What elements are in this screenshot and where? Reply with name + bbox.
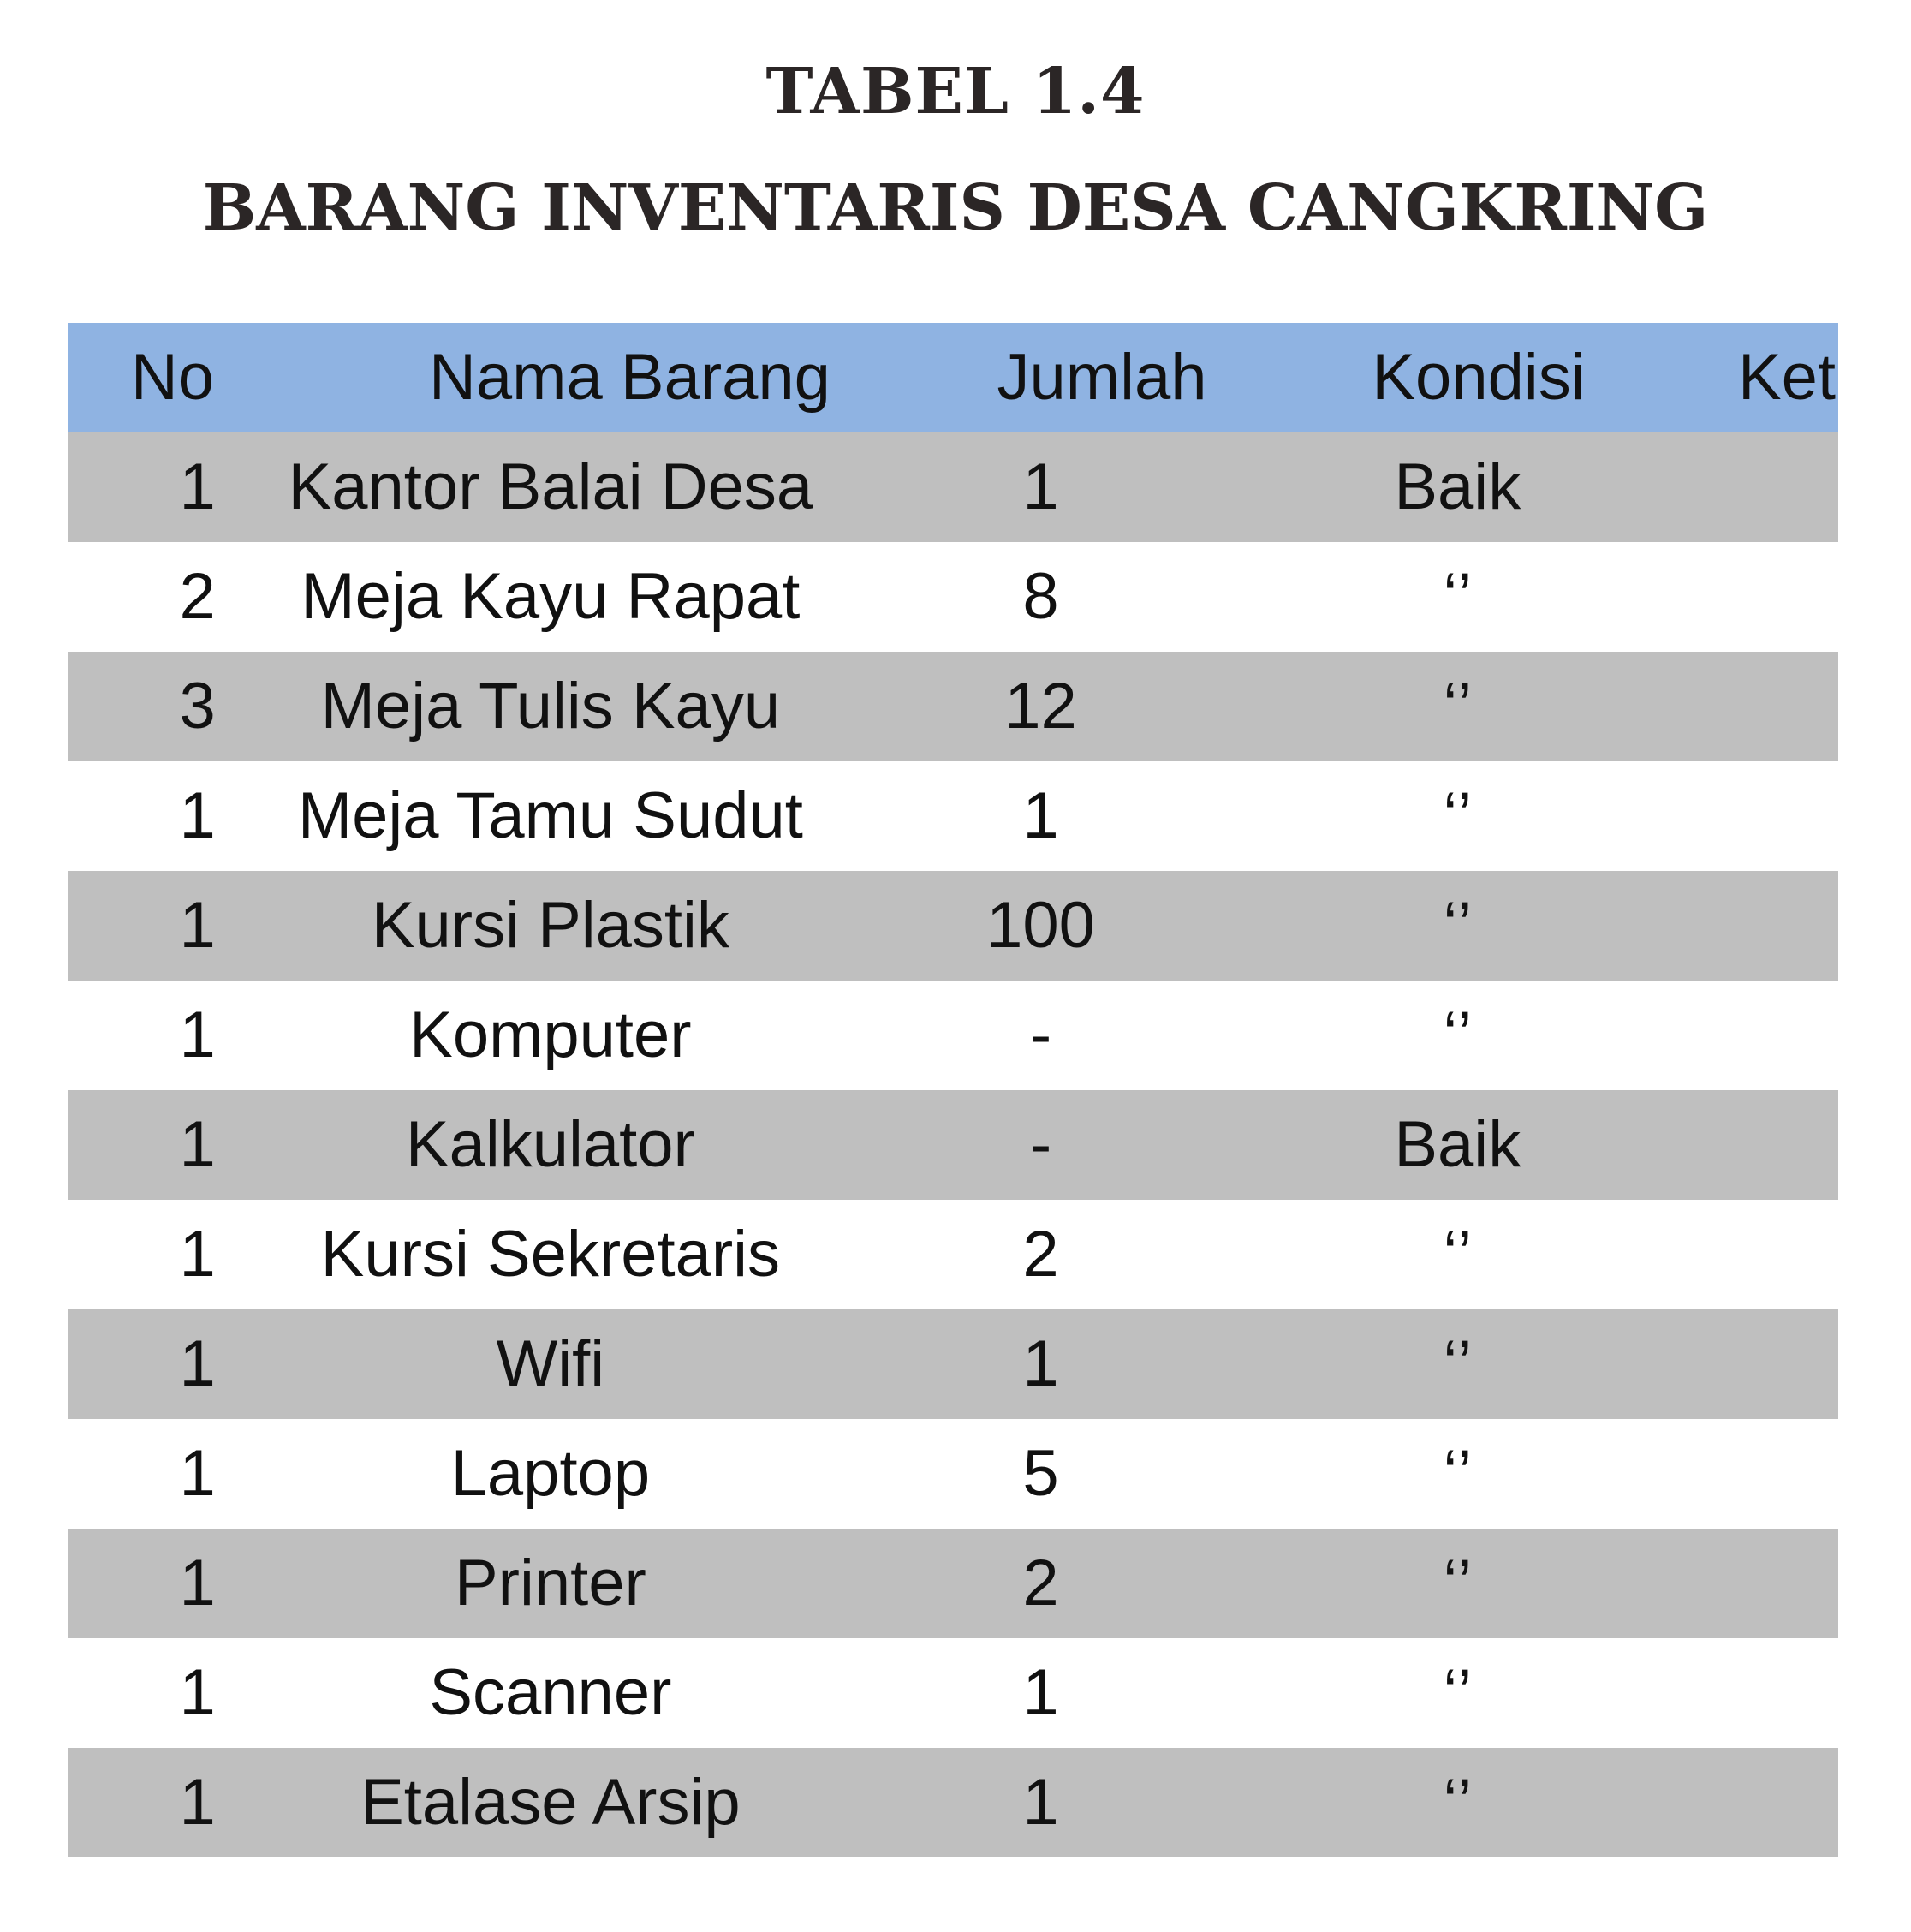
cell-ket [1718,1529,1838,1638]
cell-jumlah-value: 1 [1022,1656,1059,1729]
cell-kondisi: ‘’ [1443,999,1473,1071]
cell-jumlah [885,432,1196,542]
cell-ket [1718,1309,1838,1419]
cell-nama-barang: Scanner [429,1656,672,1729]
cell-kondisi: ‘’ [1443,1766,1473,1839]
cell-kondisi: Baik [1394,1108,1521,1181]
cell-jumlah-value: 1 [1022,1327,1059,1400]
table-row [68,1529,1838,1638]
table-subtitle: BARANG INVENTARIS DESA CANGKRING [202,171,1709,245]
cell-nama-barang: Kantor Balai Desa [288,450,813,523]
cell-kondisi: ‘’ [1443,889,1473,962]
cell-kondisi: ‘’ [1443,1437,1473,1510]
table-row [68,1090,1838,1200]
table-row [68,652,1838,761]
cell-kondisi: ‘’ [1443,1547,1473,1619]
table-row [68,542,1838,652]
cell-jumlah [885,981,1196,1090]
cell-ket [1718,981,1838,1090]
cell-jumlah [885,542,1196,652]
cell-jumlah-value: 100 [986,889,1095,962]
table-row [68,1748,1838,1857]
cell-jumlah-value: 1 [1022,450,1059,523]
cell-ket [1718,652,1838,761]
cell-ket [1718,432,1838,542]
cell-jumlah [885,1309,1196,1419]
cell-jumlah [885,1748,1196,1857]
cell-ket [1718,1200,1838,1309]
cell-nama-barang: Kursi Sekretaris [320,1218,781,1291]
cell-jumlah [885,652,1196,761]
cell-jumlah [885,1529,1196,1638]
cell-ket [1718,1748,1838,1857]
table-row [68,981,1838,1090]
cell-jumlah-value: 5 [1022,1437,1059,1510]
cell-jumlah [885,761,1196,871]
cell-nama-barang: Laptop [450,1437,651,1510]
cell-no: 1 [179,1437,216,1510]
header-kondisi: Kondisi [1372,341,1586,414]
table-row [68,432,1838,542]
cell-jumlah-value: - [1029,1108,1052,1181]
table-row [68,761,1838,871]
cell-ket [1718,1638,1838,1748]
cell-nama-barang: Meja Tamu Sudut [297,779,803,852]
table-row [68,1419,1838,1529]
cell-nama-barang: Etalase Arsip [360,1766,741,1839]
cell-nama-barang: Wifi [496,1327,605,1400]
cell-ket [1718,871,1838,981]
cell-ket [1718,1090,1838,1200]
cell-ket [1718,1419,1838,1529]
cell-nama-barang: Kursi Plastik [371,889,729,962]
cell-no: 1 [179,1547,216,1619]
cell-no: 1 [179,779,216,852]
cell-jumlah [885,871,1196,981]
cell-kondisi: Baik [1394,450,1521,523]
cell-no: 1 [179,1656,216,1729]
cell-jumlah [885,1638,1196,1748]
cell-no: 3 [179,670,216,742]
table-row [68,1309,1838,1419]
cell-no: 2 [179,560,216,633]
header-ket: Ket [1737,341,1837,414]
cell-nama-barang: Kalkulator [405,1108,695,1181]
cell-kondisi: ‘’ [1443,670,1473,742]
cell-jumlah-value: 8 [1022,560,1059,633]
table-title: TABEL 1.4 [765,55,1146,128]
cell-nama-barang: Komputer [409,999,692,1071]
cell-ket [1718,761,1838,871]
cell-nama-barang: Meja Tulis Kayu [320,670,781,742]
cell-no: 1 [179,999,216,1071]
header-jumlah: Jumlah [997,341,1207,414]
cell-no: 1 [179,450,216,523]
cell-jumlah-value: 12 [1004,670,1077,742]
cell-jumlah-value: - [1029,999,1052,1071]
cell-jumlah-value: 2 [1022,1218,1059,1291]
cell-nama-barang: Printer [454,1547,646,1619]
cell-kondisi: ‘’ [1443,1327,1473,1400]
cell-no: 1 [179,1108,216,1181]
inventory-table [68,323,1838,1857]
cell-jumlah-value: 1 [1022,1766,1059,1839]
cell-kondisi: ‘’ [1443,779,1473,852]
table-row [68,871,1838,981]
table-header-row [68,323,1838,432]
cell-kondisi: ‘’ [1443,1656,1473,1729]
cell-jumlah [885,1090,1196,1200]
header-no: No [130,341,215,414]
cell-nama-barang: Meja Kayu Rapat [301,560,801,633]
cell-jumlah-value: 1 [1022,779,1059,852]
header-nama-barang: Nama Barang [429,341,830,414]
cell-no: 1 [179,1218,216,1291]
cell-kondisi: ‘’ [1443,1218,1473,1291]
cell-no: 1 [179,889,216,962]
cell-jumlah [885,1200,1196,1309]
cell-jumlah [885,1419,1196,1529]
cell-ket [1718,542,1838,652]
cell-kondisi: ‘’ [1443,560,1473,633]
cell-jumlah-value: 2 [1022,1547,1059,1619]
cell-no: 1 [179,1766,216,1839]
cell-no: 1 [179,1327,216,1400]
table-row [68,1200,1838,1309]
table-row [68,1638,1838,1748]
